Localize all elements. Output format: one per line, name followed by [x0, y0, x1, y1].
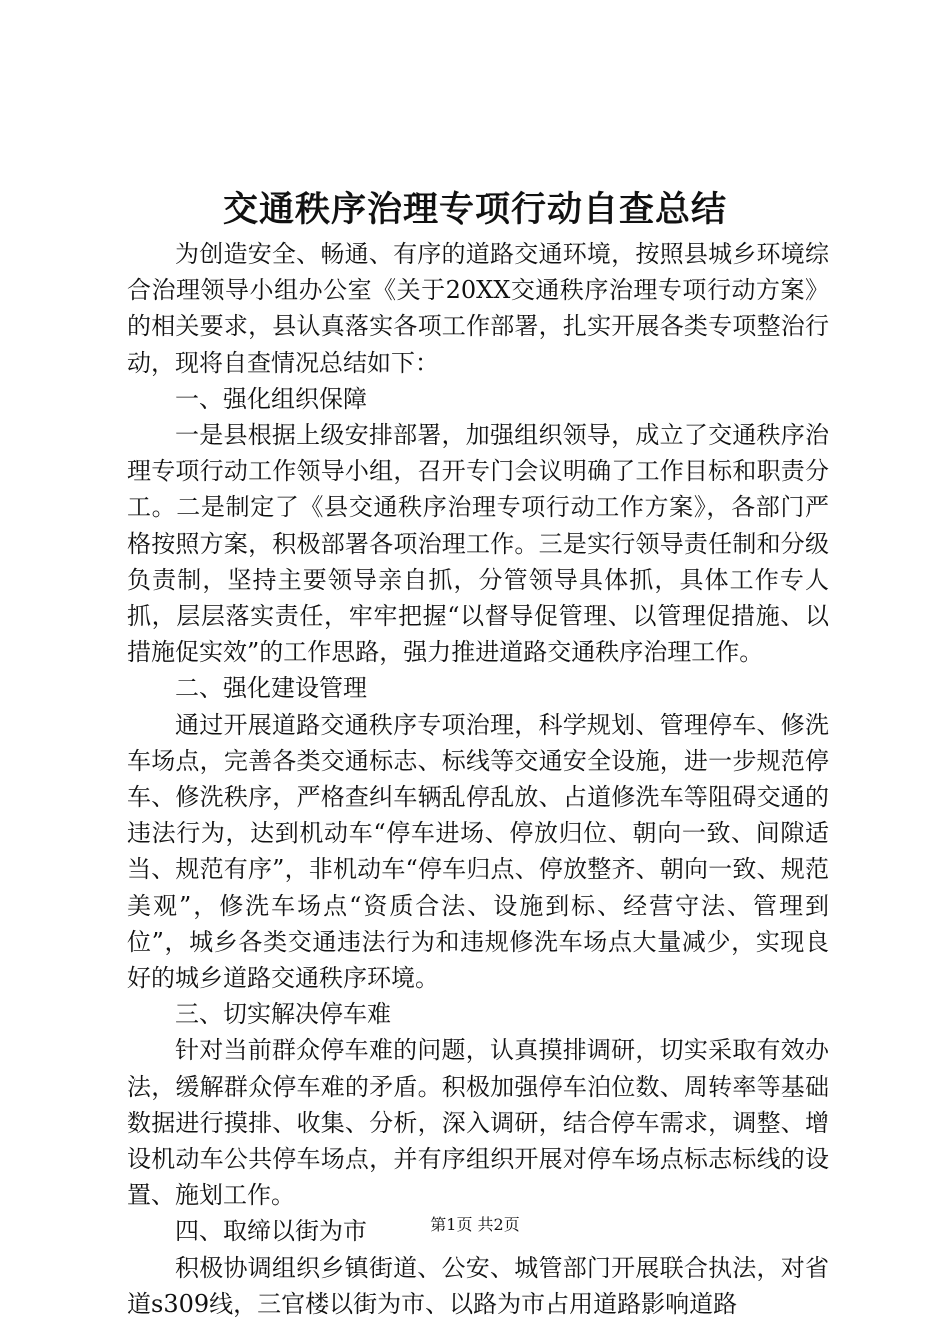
intro-paragraph: 为创造安全、畅通、有序的道路交通环境，按照县城乡环境综合治理领导小组办公室《关于20XX交通秩序治理专项行动方案》的相关要求，县认真落实各项工作部署，扎实开展各类专项整治行动，现将自查情况总结如下：: [127, 240, 829, 377]
section-2-paragraph: 通过开展道路交通秩序专项治理，科学规划、管理停车、修洗车场点，完善各类交通标志、标线等交通安全设施，进一步规范停车、修洗秩序，严格查纠车辆乱停乱放、占道修洗车等阻碍交通的违法行为，达到机动车“停车进场、停放归位、朝向一致、间隙适当、规范有序”，非机动车“停车归点、停放整齐、朝向一致、规范美观”，修洗车场点“资质合法、设施到标、经营守法、管理到位”，城乡各类交通违法行为和违规修洗车场点大量减少，实现良好的城乡道路交通秩序环境。: [127, 710, 829, 993]
section-4-paragraph: 积极协调组织乡镇街道、公安、城管部门开展联合执法，对省道s309线，三官楼以街为市、以路为市占用道路影响道路: [127, 1253, 829, 1318]
section-heading-3: 三、切实解决停车难: [175, 1000, 391, 1029]
section-heading-2: 二、强化建设管理: [175, 674, 367, 703]
document-body: [127, 236, 829, 1322]
section-3-paragraph: 针对当前群众停车难的问题，认真摸排调研，切实采取有效办法，缓解群众停车难的矛盾。积极加强停车泊位数、周转率等基础数据进行摸排、收集、分析，深入调研，结合停车需求，调整、增设机动车公共停车场点，并有序组织开展对停车场点标志标线的设置、施划工作。: [127, 1036, 829, 1210]
section-1-paragraph: 一是县根据上级安排部署，加强组织领导，成立了交通秩序治理专项行动工作领导小组，召开专门会议明确了工作目标和职责分工。二是制定了《县交通秩序治理专项行动工作方案》，各部门严格按照方案，积极部署各项治理工作。三是实行领导责任制和分级负责制，坚持主要领导亲自抓，分管领导具体抓，具体工作专人抓，层层落实责任，牢牢把握“以督导促管理、以管理促措施、以措施促实效”的工作思路，强力推进道路交通秩序治理工作。: [127, 421, 829, 667]
section-heading-1: 一、强化组织保障: [175, 384, 367, 413]
section-heading-4: 四、取缔以街为市: [175, 1217, 367, 1246]
page-number-footer: 第1页 共2页: [430, 1215, 520, 1234]
document-title: 交通秩序治理专项行动自查总结: [222, 189, 727, 230]
